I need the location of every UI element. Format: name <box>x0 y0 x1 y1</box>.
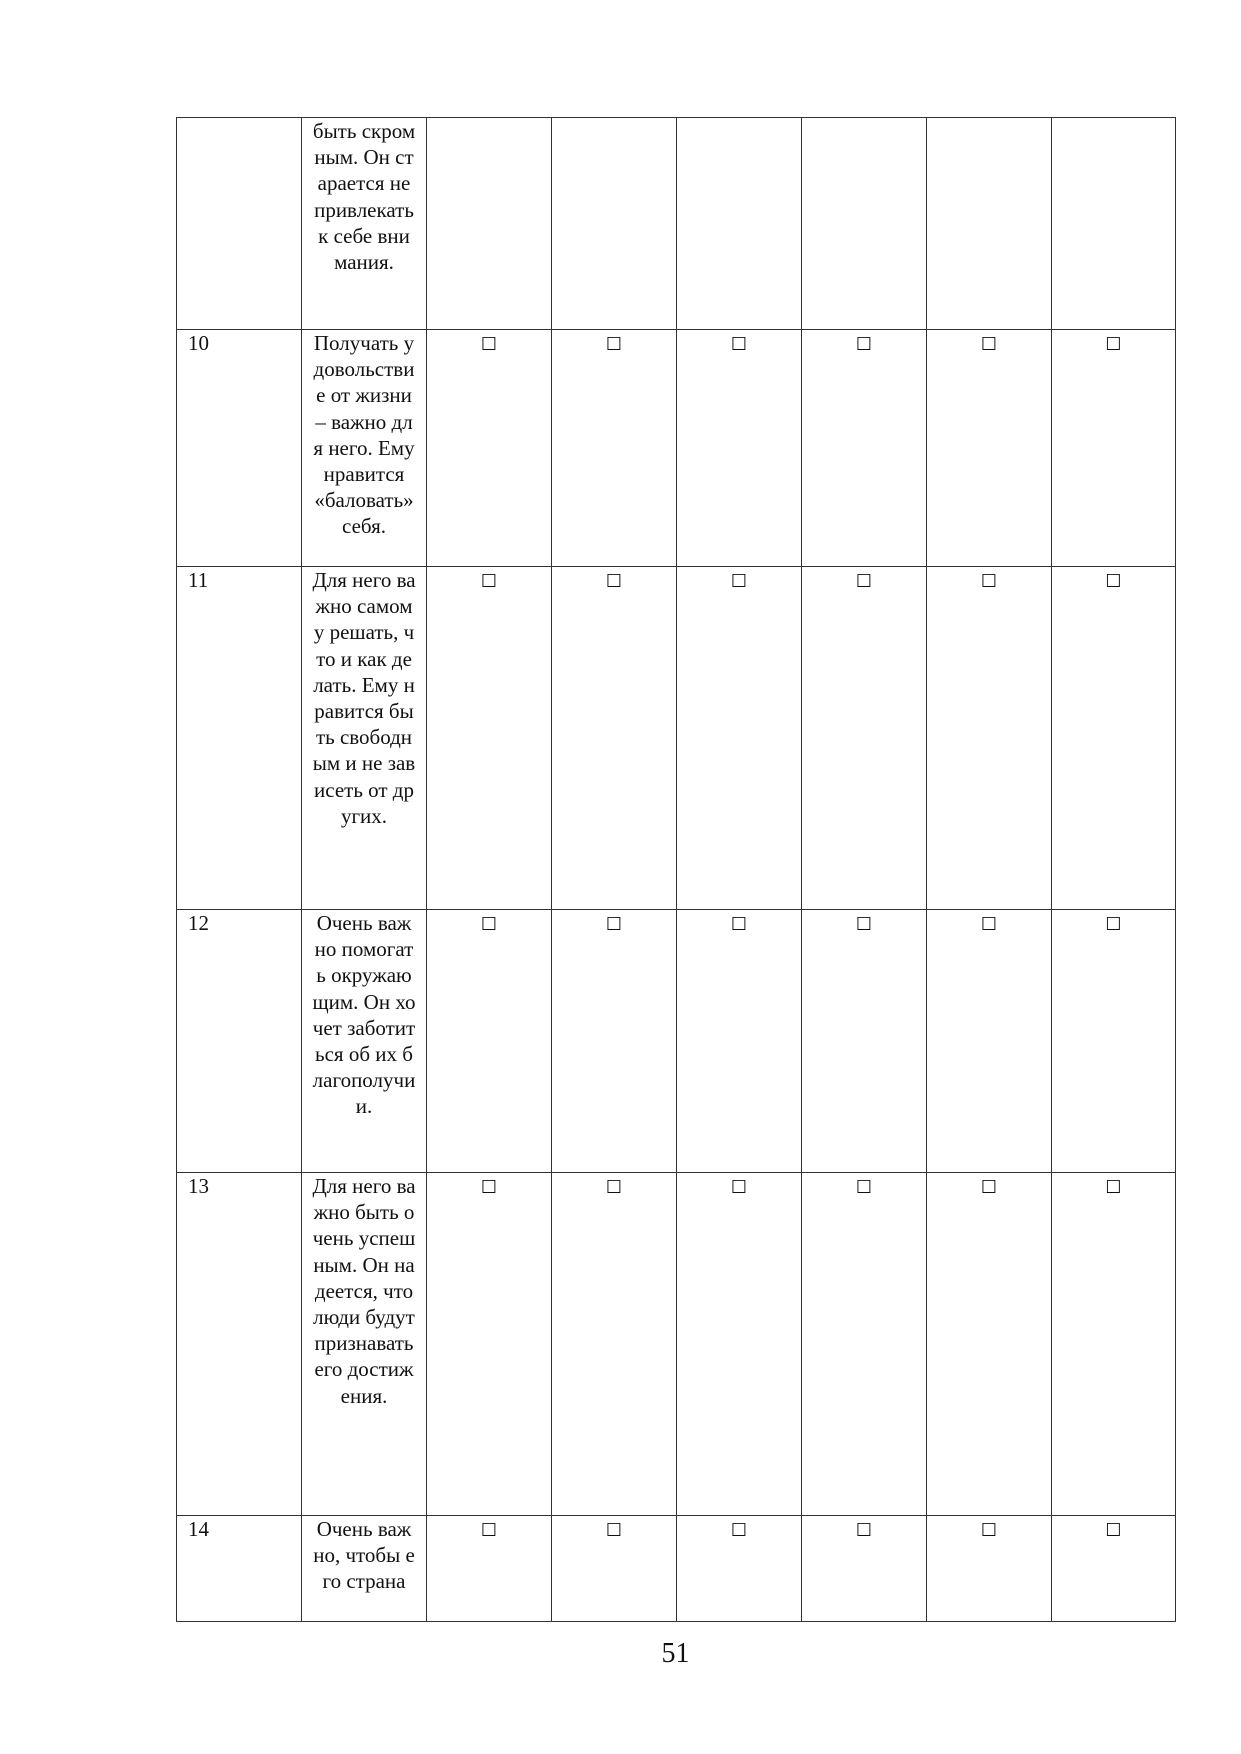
checkbox-option-1[interactable]: ☐ <box>480 1520 498 1541</box>
checkbox-option-3[interactable]: ☐ <box>730 1520 748 1541</box>
statement-cell: Получать удовольствие от жизни – важно для него. Ему нравится «баловать» себя. <box>302 330 427 567</box>
checkbox-option-5[interactable]: ☐ <box>980 1520 998 1541</box>
checkbox-option-3[interactable]: ☐ <box>730 914 748 935</box>
statement-cell: Очень важно помогать окружающим. Он хочет заботиться об их благополучии. <box>302 910 427 1173</box>
answer-cell-5 <box>927 118 1052 330</box>
checkbox-option-5[interactable]: ☐ <box>980 571 998 592</box>
checkbox-option-3[interactable]: ☐ <box>730 1177 748 1198</box>
statement-cell: Для него важно быть очень успешным. Он надеется, что люди будут признавать его достижения. <box>302 1173 427 1516</box>
checkbox-option-2[interactable]: ☐ <box>605 334 623 355</box>
statement-cell: Очень важно, чтобы его страна <box>302 1516 427 1622</box>
row-number-cell: 11 <box>177 567 302 910</box>
checkbox-option-1[interactable]: ☐ <box>480 571 498 592</box>
checkbox-option-5[interactable]: ☐ <box>980 334 998 355</box>
table-row <box>177 1516 1176 1622</box>
checkbox-option-1[interactable]: ☐ <box>480 334 498 355</box>
answer-cell-2 <box>552 118 677 330</box>
checkbox-option-6[interactable]: ☐ <box>1105 1520 1122 1541</box>
checkbox-option-6[interactable]: ☐ <box>1105 914 1122 935</box>
table-row <box>177 330 1176 567</box>
checkbox-option-2[interactable]: ☐ <box>605 571 623 592</box>
table-row <box>177 567 1176 910</box>
row-number-cell: 12 <box>177 910 302 1173</box>
values-questionnaire-table <box>176 117 1176 1622</box>
row-number-cell <box>177 118 302 330</box>
checkbox-option-4[interactable]: ☐ <box>855 571 873 592</box>
checkbox-option-4[interactable]: ☐ <box>855 1520 873 1541</box>
checkbox-option-6[interactable]: ☐ <box>1105 571 1122 592</box>
statement-cell: Для него важно самому решать, что и как делать. Ему нравится быть свободным и не зависеть от других. <box>302 567 427 910</box>
row-number-cell: 14 <box>177 1516 302 1622</box>
table-row <box>177 910 1176 1173</box>
checkbox-option-1[interactable]: ☐ <box>480 914 498 935</box>
checkbox-option-4[interactable]: ☐ <box>855 914 873 935</box>
statement-cell: быть скромным. Он старается не привлекать к себе внимания. <box>302 118 427 330</box>
checkbox-option-2[interactable]: ☐ <box>605 914 623 935</box>
row-number-cell: 10 <box>177 330 302 567</box>
answer-cell-1 <box>427 118 552 330</box>
table-body <box>177 118 1176 1622</box>
checkbox-option-2[interactable]: ☐ <box>605 1177 623 1198</box>
checkbox-option-3[interactable]: ☐ <box>730 571 748 592</box>
checkbox-option-2[interactable]: ☐ <box>605 1520 623 1541</box>
row-number-cell: 13 <box>177 1173 302 1516</box>
checkbox-option-3[interactable]: ☐ <box>730 334 748 355</box>
checkbox-option-6[interactable]: ☐ <box>1105 1177 1122 1198</box>
table-row <box>177 1173 1176 1516</box>
checkbox-option-4[interactable]: ☐ <box>855 1177 873 1198</box>
checkbox-option-4[interactable]: ☐ <box>855 334 873 355</box>
table-row <box>177 118 1176 330</box>
checkbox-option-1[interactable]: ☐ <box>480 1177 498 1198</box>
answer-cell-3 <box>677 118 802 330</box>
answer-cell-4 <box>802 118 927 330</box>
checkbox-option-5[interactable]: ☐ <box>980 914 998 935</box>
answer-cell-6 <box>1052 118 1176 330</box>
page-number: 51 <box>661 1638 690 1669</box>
checkbox-option-6[interactable]: ☐ <box>1105 334 1122 355</box>
checkbox-option-5[interactable]: ☐ <box>980 1177 998 1198</box>
